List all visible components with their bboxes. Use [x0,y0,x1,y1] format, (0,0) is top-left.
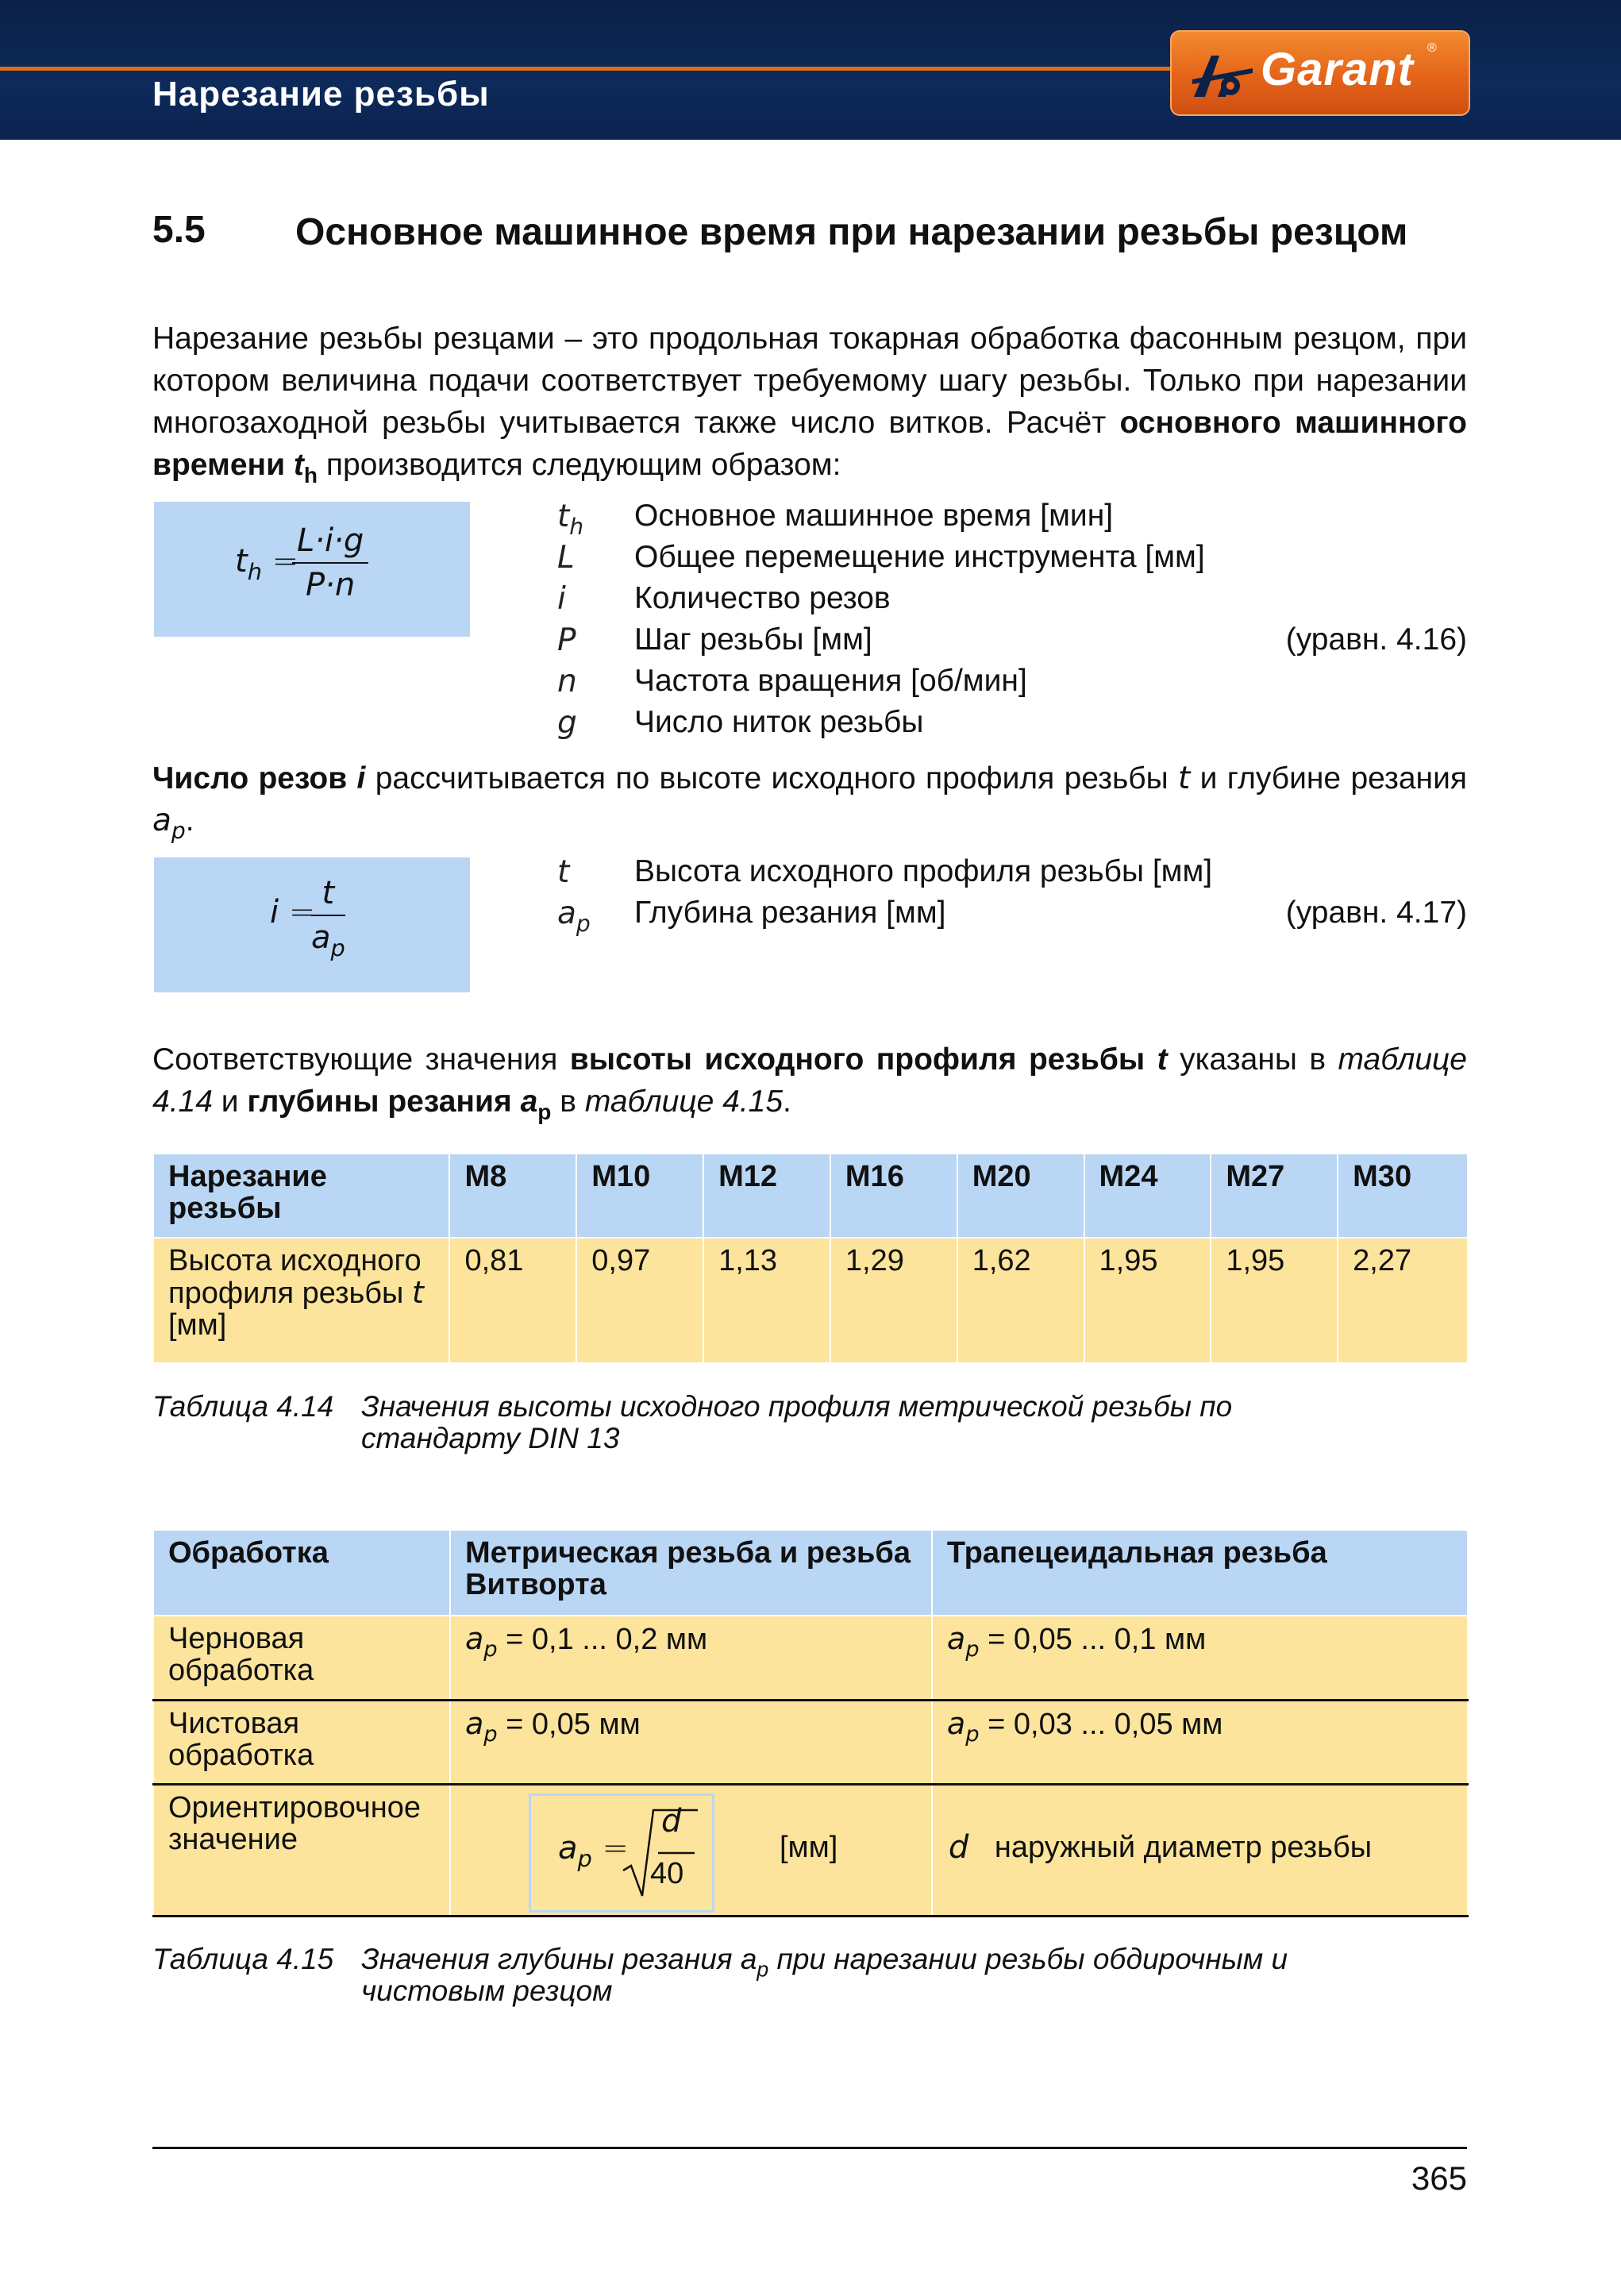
section-title: Основное машинное время при нарезании резьбы резцом [295,211,1408,253]
formula-box-cuts [154,857,470,992]
caption-label: Таблица 4.15 [152,1943,334,1975]
page-header [0,0,1621,140]
table-cell: 1,62 [957,1238,1084,1363]
sqrt-formula-box [529,1793,714,1913]
table-row-label: Ориентировочное значение [153,1784,450,1916]
table-cell: $a_p = 0,1$ ... 0,2 мм [450,1616,932,1700]
intro-text: Нарезание резьбы резцами – это продольная токарная обработка фасонным резцом, при котором величина подачи соответствует требуемому шагу резьбы. Только при нарезании многозаходной резьбы учитывается также число витков. Расчёт [152,322,1467,440]
table-header-row [153,1154,1468,1238]
logo-text: Garant [1261,44,1414,95]
section-number: 5.5 [152,209,206,251]
table-header-row [153,1530,1468,1616]
table-header-cell: Нарезание резьбы [153,1154,449,1238]
table-cell: $a_p = 0,05$ ... 0,1 мм [932,1616,1468,1700]
footer-rule [152,2147,1467,2149]
cutting-depth-table [152,1529,1469,1917]
intro-tail: производится следующим образом: [318,448,841,482]
intro-bold: основного машинного времени [152,406,1467,482]
table-cell: 1,29 [830,1238,957,1363]
table-row-label: Высота исходного профиля резьбы t [мм] [153,1238,449,1363]
unit-label: [мм] [779,1830,838,1864]
variable-row: n Частота вращения [об/мин] [557,664,1027,699]
formula1-numerator: L·i·g [292,522,368,564]
table-header-cell: M8 [449,1154,576,1238]
table-ref-414: таблице 4.14 [152,1042,1467,1119]
sqrt-denominator: 40 [649,1856,684,1890]
header-accent-line [0,67,1175,71]
logo-registered-mark: ® [1427,41,1437,55]
formula2-numerator: t [311,875,345,916]
formula1-denominator: P·n [306,567,356,603]
table-header-cell: M30 [1338,1154,1468,1238]
table-header-cell: Метрическая резьба и резьба Витворта [450,1530,932,1616]
table-header-cell: M10 [576,1154,703,1238]
formula1-fraction [292,522,368,603]
variable-row: $a_p$ Глубина резания [мм] (уравн. 4.17) [557,896,1467,937]
table-header-cell: M20 [957,1154,1084,1238]
table-cell: 0,97 [576,1238,703,1363]
variable-row: t Высота исходного профиля резьбы [мм] [557,854,1213,890]
variable-row: $t_h$ Основное машинное время [мин] [557,499,1114,540]
sqrt-formula-lhs: $a_p$ = [557,1829,629,1872]
table-header-cell: M12 [703,1154,830,1238]
table-cell: 0,81 [449,1238,576,1363]
table-cell: 1,95 [1211,1238,1338,1363]
table-row [153,1700,1468,1784]
variable-row: L Общее перемещение инструмента [мм] [557,540,1205,576]
table-row [153,1616,1468,1700]
table-cell: $a_p = 0,05$ мм [450,1700,932,1784]
header-section-label: Нарезание резьбы [152,75,490,114]
reference-paragraph: Соответствующие значения высоты исходного профиля резьбы t указаны в таблице 4.14 и глубины резания $a_p$ в таблице 4.15. [152,1042,1467,1124]
thread-profile-height-table [152,1153,1469,1364]
formula-box-main-time [154,502,470,637]
intro-symbol: t [293,448,304,482]
variable-row: g Число ниток резьбы [557,705,924,741]
page-number: 365 [1411,2159,1467,2197]
table-row [153,1784,1468,1916]
table-row-label: Черновая обработка [153,1616,450,1700]
garant-logo-icon [1189,44,1256,102]
caption-text: Значения глубины резания $a_p$ при нарезании резьбы обдирочным и чистовым резцом [361,1943,1288,2007]
table-cell: 1,13 [703,1238,830,1363]
formula2-denominator: $a_p$ [311,919,345,962]
table-row [153,1238,1468,1363]
table-caption-414 [152,1391,1467,1458]
table-header-cell: Трапецеидальная резьба [932,1530,1468,1616]
formula1-lhs: $t_h$ = [235,543,299,586]
variable-list-main-time [557,499,1467,746]
table-caption-415 [152,1944,1467,2010]
cuts-bold: Число резов [152,761,348,796]
formula2-fraction [311,875,345,962]
garant-logo [1170,30,1470,116]
caption-label: Таблица 4.14 [152,1390,334,1423]
variable-list-cuts [557,854,1467,937]
equation-number: (уравн. 4.17) [1285,896,1467,930]
table-ref-415: таблице 4.15 [584,1084,784,1119]
caption-text: Значения высоты исходного профиля метрической резьбы по стандарту DIN 13 [361,1390,1233,1454]
table-header-cell: M24 [1084,1154,1211,1238]
table-header-cell: M27 [1211,1154,1338,1238]
sqrt-numerator: d [660,1802,682,1839]
table-cell-formula [450,1784,932,1916]
table-header-cell: Обработка [153,1530,450,1616]
table-cell: d наружный диаметр резьбы [932,1784,1468,1916]
equation-number: (уравн. 4.16) [1285,622,1467,657]
intro-symbol-sub: h [303,462,318,487]
table-row-label: Чистовая обработка [153,1700,450,1784]
table-cell: 2,27 [1338,1238,1468,1363]
cuts-paragraph: Число резов i рассчитывается по высоте исходного профиля резьбы t и глубине резания $a_p$. [152,761,1467,844]
table-cell: 1,95 [1084,1238,1211,1363]
formula2-lhs: i = [270,894,316,930]
variable-row: P Шаг резьбы [мм] (уравн. 4.16) [557,622,1467,658]
variable-row: i Количество резов [557,581,891,617]
table-header-cell: M16 [830,1154,957,1238]
intro-paragraph [152,318,1467,486]
table-cell: $a_p = 0,03$ ... 0,05 мм [932,1700,1468,1784]
